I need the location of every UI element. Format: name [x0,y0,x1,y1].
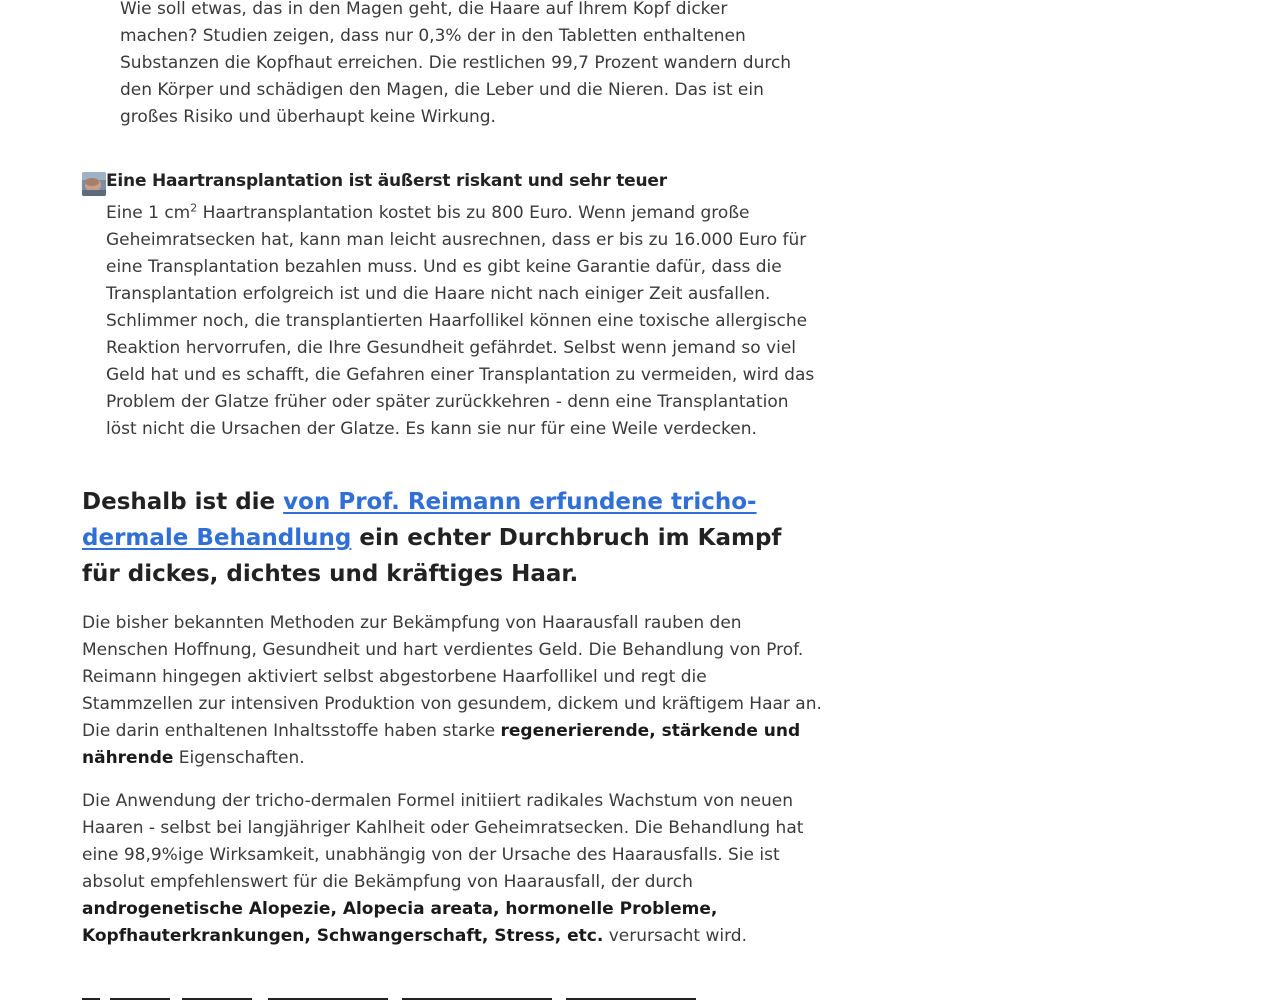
paragraph-1 [82,610,822,772]
thumbnail-image [82,172,106,196]
section-heading [82,484,822,592]
heading-suffix: ein echter Durchbruch im Kampf für dickes, dichtes und kräftiges Haar. [82,525,782,587]
paragraph-2-text: Die Anwendung der tricho-dermalen Formel initiiert radikales Wachstum von neuen Haaren - selbst bei langjähriger Kahlheit oder Geheimratsecken. Die Behandlung hat eine 98,9%ige Wirksamkeit, unabhängig von der Ursache des Haarausfalls. Sie ist absolut empfehlenswert für die Bekämpfung von Haarausfall, der durch [82,791,804,892]
item-body [82,200,822,443]
paragraph-1-text: Die bisher bekannten Methoden zur Bekämpfung von Haarausfall rauben den Menschen Hoffnung, Gesundheit und hart verdientes Geld. Die Behandlung von Prof. Reimann hingegen aktiviert selbst abgestorbene Haarfollikel und regt die Stammzellen zur intensiven Produktion von gesundem, dickem und kräftigem Haar an. Die darin enthaltenen Inhaltsstoffe haben starke [82,613,822,741]
paragraph-1-bold: regenerierende, stärkende und nährende [82,721,801,768]
next-heading-peek [82,988,822,1000]
previous-item [82,0,822,131]
item-text-rest: Haartransplantation kostet bis zu 800 Euro. Wenn jemand große Geheimratsecken hat, kann man leicht ausrechnen, dass er bis zu 16.000 Euro für eine Transplantation bezahlen muss. Und es gibt keine Garantie dafür, dass die Transplantation erfolgreich ist und die Haare nicht nach einiger Zeit ausfallen. Schlimmer noch, die transplantierten Haarfollikel können eine toxische allergische Reaktion hervorrufen, die Ihre Gesundheit gefährdet. Selbst wenn jemand so viel Geld hat und es schafft, die Gefahren einer Transplantation zu vermeiden, wird das Problem der Glatze früher oder später zurückkehren - denn eine Transplantation löst nicht die Ursachen der Glatze. Es kann sie nur für eine Weile verdecken. [106,203,815,439]
heading-prefix: Deshalb ist die [82,489,284,515]
previous-item-text: Wie soll etwas, das in den Magen geht, die Haare auf Ihrem Kopf dicker machen? Studien zeigen, dass nur 0,3% der in den Tabletten enthaltenen Substanzen die Kopfhaut erreichen. Die restlichen 99,7 Prozent wandern durch den Körper und schädigen den Magen, die Leber und die Nieren. Das ist ein großes Risiko und überhaupt keine Wirkung. [120,0,792,127]
paragraph-2 [82,788,822,950]
treatment-link[interactable]: von Prof. Reimann erfundene tricho-dermale Behandlung [82,489,757,551]
paragraph-2-end: verursacht wird. [603,926,747,946]
item-header [82,170,822,192]
superscript: 2 [190,201,198,215]
hair-transplant-item [82,170,822,443]
item-text-prefix: Eine 1 cm [106,203,191,223]
item-text [106,200,822,443]
article [82,0,822,946]
paragraph-1-end: Eigenschaften. [173,748,305,768]
body-section [82,610,822,966]
cut-off-heading-shape [82,991,822,1000]
item-title: Eine Haartransplantation ist äußerst riskant und sehr teuer [106,171,667,191]
paragraph-2-bold: androgenetische Alopezie, Alopecia areata, hormonelle Probleme, Kopfhauterkrankungen, Schwangerschaft, Stress, etc. [82,899,718,946]
